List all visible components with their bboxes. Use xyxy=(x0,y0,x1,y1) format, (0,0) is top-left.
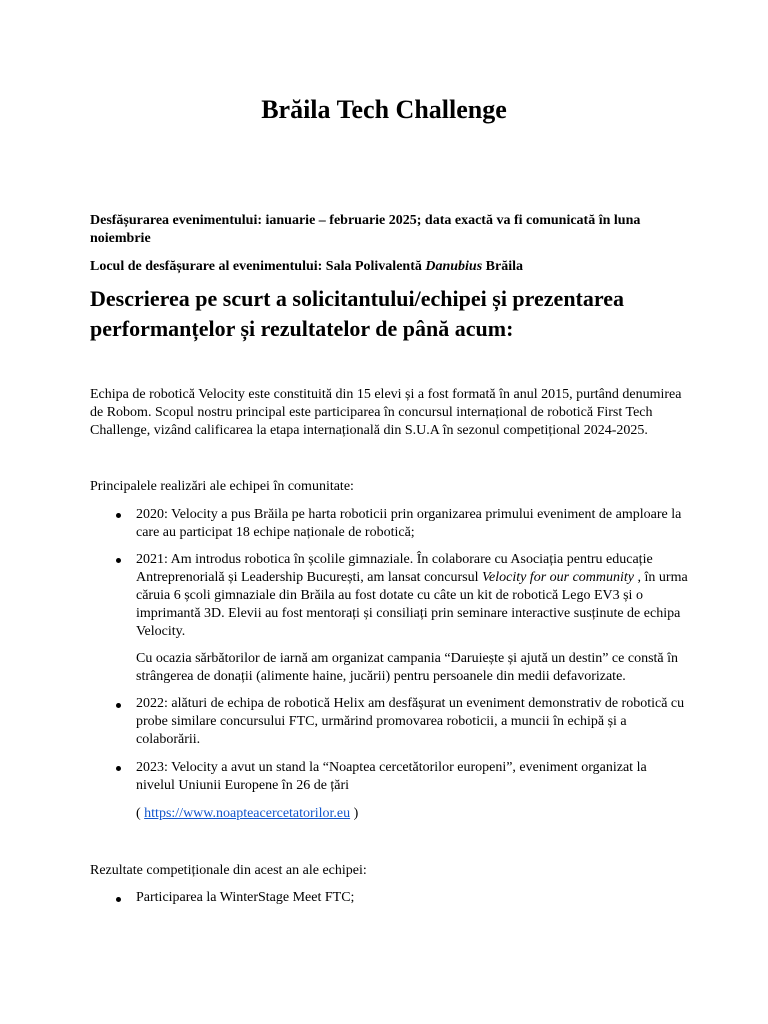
achievement-2023-link-line xyxy=(136,805,688,823)
venue-name-italic: Danubius xyxy=(425,259,483,274)
achievement-item-2021-campaign: Cu ocazia sărbătorilor de iarnă am organizat campania “Daruiește și ajută un destin” ce constă în strângerea de donații (alimente haine, jucării) pentru persoanele din medii defavorizate. xyxy=(136,651,679,684)
venue-prefix: Locul de desfășurare al evenimentului: Sala Polivalentă xyxy=(90,259,426,274)
link-open-paren: ( xyxy=(136,806,145,821)
bullet-dot xyxy=(116,558,121,563)
event-dates: Desfășurarea evenimentului: ianuarie – februarie 2025; data exactă va fi comunicată în luna noiembrie xyxy=(90,213,641,246)
bullet-dot xyxy=(116,766,121,771)
achievements-label: Principalele realizări ale echipei în comunitate: xyxy=(90,479,354,494)
bullet-dot xyxy=(116,703,121,708)
results-label: Rezultate competiționale din acest an ale echipei: xyxy=(90,863,367,878)
achievement-item-2021 xyxy=(136,551,688,641)
noaptea-cercetatorilor-link[interactable]: https://www.noapteacercetatorilor.eu xyxy=(144,806,351,821)
achievement-2021-contest-name: Velocity for our community xyxy=(482,570,635,585)
section-heading: Descrierea pe scurt a solicitantului/echipei și prezentarea performanțelor și rezultatelor de până acum: xyxy=(90,286,625,341)
document-title: Brăila Tech Challenge xyxy=(261,95,507,124)
link-close-paren: ) xyxy=(350,806,359,821)
achievement-item-2020: 2020: Velocity a pus Brăila pe harta roboticii prin organizarea primului eveniment de amploare la care au participat 18 echipe naționale de robotică; xyxy=(136,507,682,540)
bullet-dot xyxy=(116,513,121,518)
achievement-2021-text: 2021: Am introdus robotica în școlile gimnaziale. În colaborare cu Asociația pentru educație Antreprenorială și Leadership București, am lansat concursul xyxy=(136,552,653,585)
intro-paragraph: Echipa de robotică Velocity este constituită din 15 elevi și a fost formată în anul 2015, purtând denumirea de Robom. Scopul nostru principal este participarea în concursul internațional de robotică First Tech Challenge, vizând calificarea la etapa internațională din S.U.A în sezonul competițional 2024-2025. xyxy=(90,387,682,438)
event-venue xyxy=(90,258,690,276)
achievement-item-2023: 2023: Velocity a avut un stand la “Noaptea cercetătorilor europeni”, eveniment organizat la nivelul Uniunii Europene în 26 de țări xyxy=(136,760,647,793)
achievement-item-2022: 2022: alături de echipa de robotică Helix am desfășurat un eveniment demonstrativ de robotică cu probe similare concursului FTC, urmărind promovarea roboticii, a muncii în echipă și a colaborării. xyxy=(136,696,685,747)
bullet-dot xyxy=(116,897,121,902)
venue-suffix: Brăila xyxy=(482,259,524,274)
achievement-2021-text-continued: , în urma căruia 6 școli gimnaziale din Brăila au fost dotate cu câte un kit de robotică Lego EV3 și o imprimantă 3D. Elevii au fost mentorați și consiliați prin seminare interactive susținute de echipa Velocity. xyxy=(136,570,688,639)
result-item-winterstage: Participarea la WinterStage Meet FTC; xyxy=(136,890,355,905)
